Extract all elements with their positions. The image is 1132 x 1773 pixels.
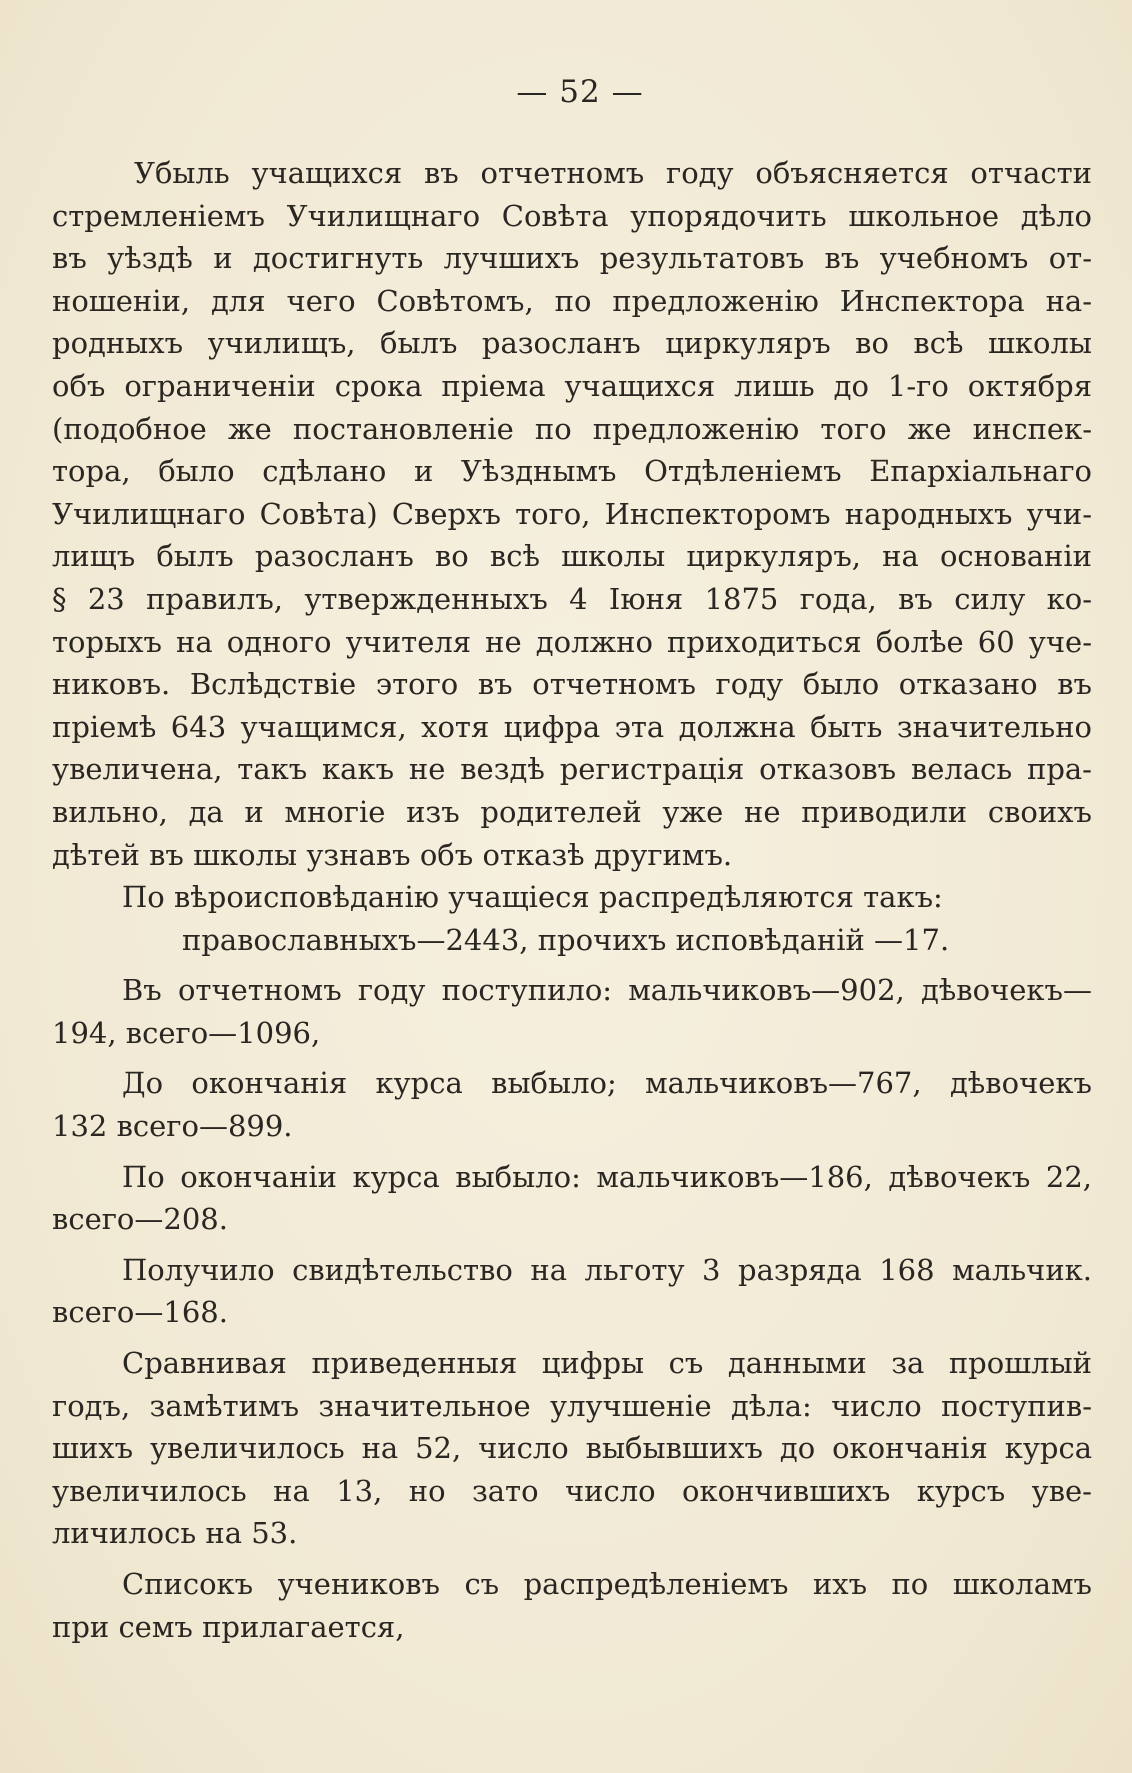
text-line: Списокъ учениковъ съ распредѣленіемъ ихъ по школамъ — [122, 1567, 1092, 1601]
text-line: вильно, да и многіе изъ родителей уже не приводили своихъ — [52, 794, 1092, 829]
text-line: въ уѣздѣ и достигнуть лучшихъ результатовъ въ учебномъ от- — [52, 241, 1092, 276]
text-line: увеличена, такъ какъ не вездѣ регистрація отказовъ велась пра- — [52, 752, 1092, 787]
text-line: увеличилось на 13, но зато число окончившихъ курсъ уве- — [52, 1473, 1092, 1508]
text-line: торыхъ на одного учителя не должно приходиться болѣе 60 уче- — [52, 624, 1092, 659]
paragraph-certificates — [52, 1249, 1092, 1334]
text-line: Получило свидѣтельство на льготу 3 разряда 168 мальчик. — [122, 1252, 1092, 1287]
paragraph-religion-intro — [52, 876, 1092, 919]
text-line: § 23 правилъ, утвержденныхъ 4 Іюня 1875 года, въ силу ко- — [52, 581, 1092, 616]
paragraph-enrollment-decline — [52, 152, 1092, 876]
text-line: личилось на 53. — [52, 1516, 298, 1551]
text-line: До окончанія курса выбыло; мальчиковъ—767, дѣвочекъ — [122, 1066, 1092, 1101]
paragraph-religion-counts — [52, 919, 1092, 962]
text-line: пріемѣ 643 учащимся, хотя цифра эта должна быть значительно — [52, 709, 1092, 744]
text-line: 132 всего—899. — [52, 1109, 293, 1144]
text-line: тора, было сдѣлано и Уѣзднымъ Отдѣленіемъ Епархіальнаго — [52, 454, 1092, 489]
text-line: Убыль учащихся въ отчетномъ году объясняется отчасти — [134, 156, 1092, 190]
text-line: Сравнивая приведенныя цифры съ данными за прошлый — [122, 1346, 1092, 1381]
text-line: никовъ. Вслѣдствіе этого въ отчетномъ году было отказано въ — [52, 667, 1092, 702]
text-line: шихъ увеличилось на 52, число выбывшихъ до окончанія курса — [52, 1431, 1092, 1466]
text-line: всего—208. — [52, 1202, 228, 1237]
text-line: 194, всего—1096, — [52, 1015, 321, 1050]
body-text — [52, 152, 1092, 1648]
paragraph-dropped-before-completion — [52, 1062, 1092, 1147]
text-line: при семъ прилагается, — [52, 1609, 405, 1644]
text-line: дѣтей въ школы узнавъ объ отказѣ другимъ. — [52, 837, 733, 872]
text-line: годъ, замѣтимъ значительное улучшеніе дѣла: число поступив- — [52, 1388, 1092, 1423]
text-line: всего—168. — [52, 1295, 228, 1330]
text-line: стремленіемъ Училищнаго Совѣта упорядочить школьное дѣло — [52, 198, 1092, 233]
text-line: лищъ былъ разосланъ во всѣ школы циркуляръ, на основаніи — [52, 539, 1092, 574]
paragraph-student-list — [52, 1563, 1092, 1648]
text-line: православныхъ—2443, прочихъ исповѣданій —17. — [182, 922, 950, 957]
paragraph-admitted — [52, 969, 1092, 1054]
text-line: родныхъ училищъ, былъ разосланъ циркуляръ во всѣ школы — [52, 326, 1092, 361]
text-line: Въ отчетномъ году поступило: мальчиковъ—902, дѣвочекъ— — [122, 973, 1092, 1008]
page-number: — 52 — — [516, 74, 644, 110]
text-line: (подобное же постановленіе по предложенію того же инспек- — [52, 411, 1092, 446]
text-line: Училищнаго Совѣта) Сверхъ того, Инспекторомъ народныхъ учи- — [52, 496, 1092, 531]
text-line: По окончаніи курса выбыло: мальчиковъ—186, дѣвочекъ 22, — [122, 1159, 1092, 1194]
text-line: ношеніи, для чего Совѣтомъ, по предложенію Инспектора на- — [52, 283, 1092, 318]
paragraph-left-after-completion — [52, 1156, 1092, 1241]
text-line: По вѣроисповѣданію учащіеся распредѣляются такъ: — [122, 880, 943, 915]
paragraph-comparison — [52, 1342, 1092, 1555]
text-line: объ ограниченіи срока пріема учащихся лишь до 1-го октября — [52, 368, 1092, 403]
